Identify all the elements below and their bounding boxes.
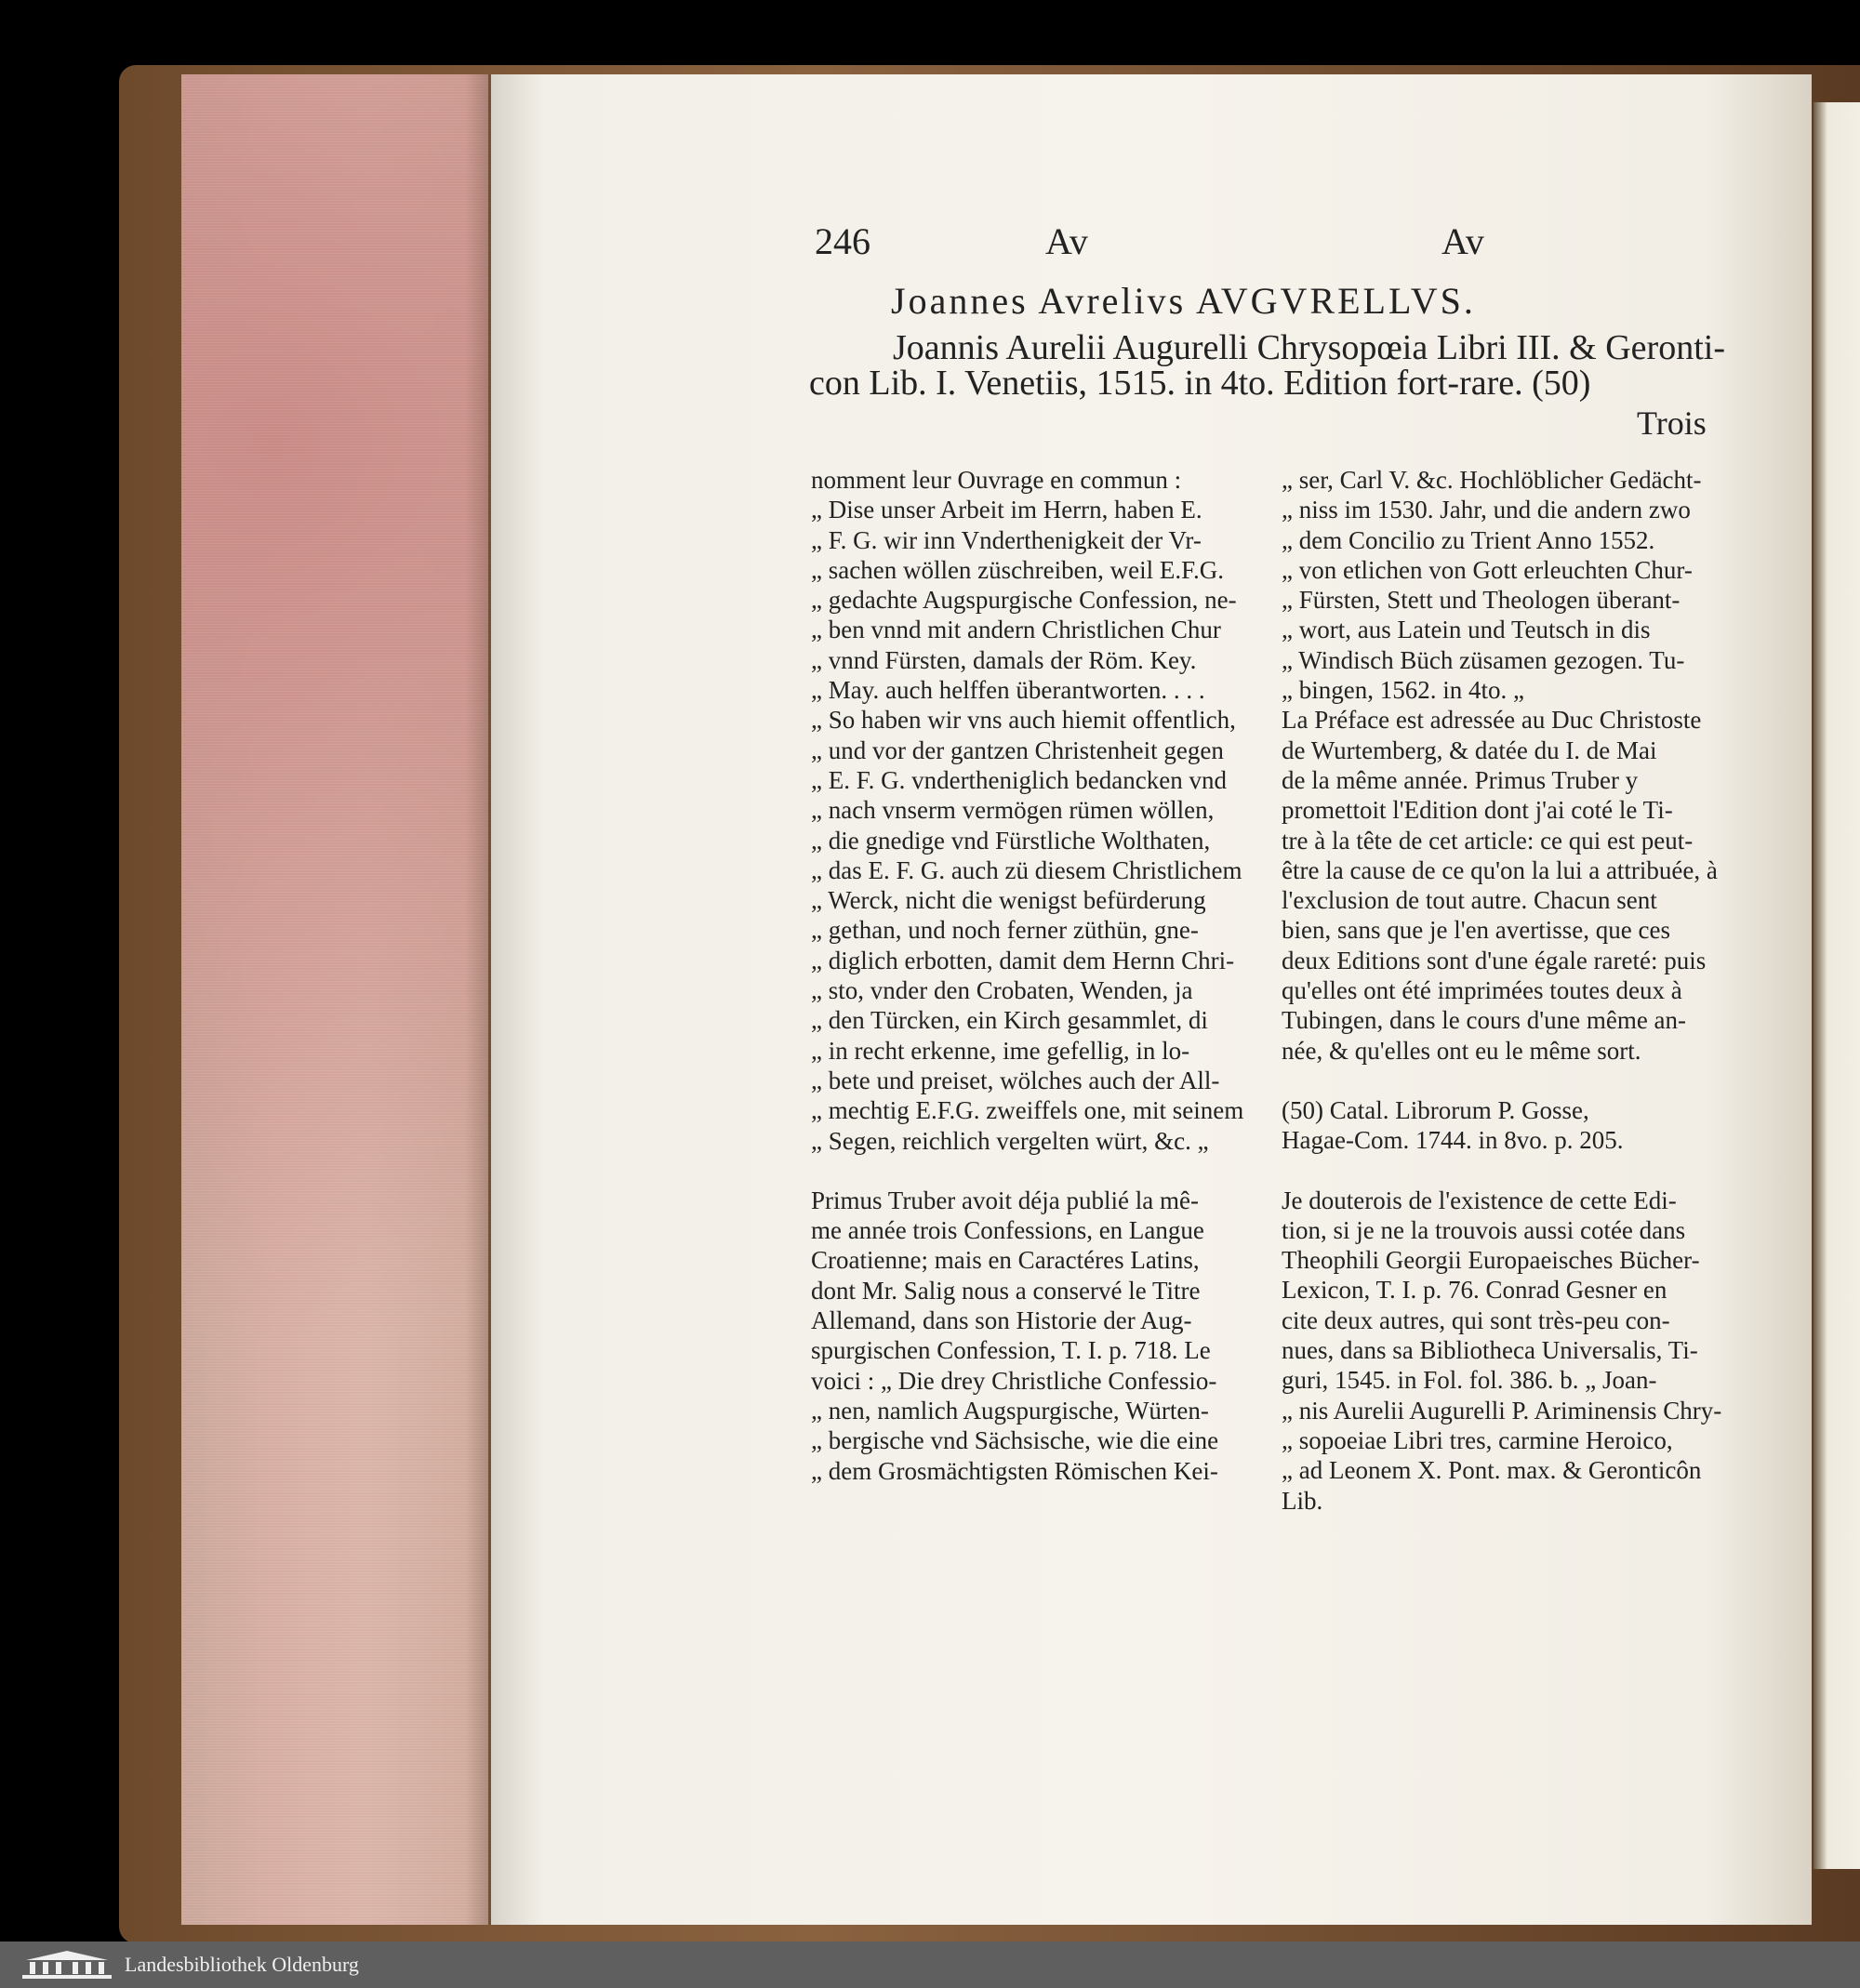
text-line: nues, dans sa Bibliotheca Universalis, Ti- <box>1282 1336 1698 1365</box>
text-line: „ Segen, reichlich vergelten würt, &c. „ <box>811 1126 1209 1155</box>
running-head-left: Av <box>1045 220 1088 262</box>
text-line: „ mechtig E.F.G. zweiffels one, mit seinem <box>811 1096 1244 1125</box>
text-line: „ dem Grosmächtigsten Römischen Kei- <box>811 1456 1218 1485</box>
text-line: „ sto, vnder den Crobaten, Wenden, ja <box>811 976 1193 1005</box>
text-line: nomment leur Ouvrage en commun : <box>811 466 1182 494</box>
text-line: „ dem Concilio zu Trient Anno 1552. <box>1282 525 1655 554</box>
text-line: promettoit l'Edition dont j'ai coté le Ti- <box>1282 796 1673 825</box>
text-line: spurgischen Confession, T. I. p. 718. Le <box>811 1336 1211 1365</box>
text-line <box>1282 1156 1719 1186</box>
library-name: Landesbibliothek Oldenburg <box>125 1953 359 1976</box>
text-line: „ gedachte Augspurgische Confession, ne- <box>811 586 1237 615</box>
text-line: „ Windisch Büch züsamen gezogen. Tu- <box>1282 645 1685 674</box>
text-line: Primus Truber avoit déja publié la mê- <box>811 1186 1199 1214</box>
text-line: „ nis Aurelii Augurelli P. Ariminensis Chry- <box>1282 1396 1722 1425</box>
text-line: née, & qu'elles ont eu le même sort. <box>1282 1036 1641 1065</box>
text-line: „ May. auch helffen überantworten. . . . <box>811 676 1205 705</box>
text-line: Theophili Georgii Europaeisches Bücher- <box>1282 1246 1700 1275</box>
text-line: Je douterois de l'existence de cette Edi- <box>1282 1186 1677 1214</box>
text-line: „ von etlichen von Gott erleuchten Chur- <box>1282 555 1693 584</box>
text-line: bien, sans que je l'en avertisse, que ces <box>1282 916 1670 945</box>
text-line: „ E. F. G. vndertheniglich bedancken vnd <box>811 765 1227 794</box>
facing-page-edge <box>1814 102 1860 1869</box>
text-line: „ F. G. wir inn Vnderthenigkeit der Vr- <box>811 525 1202 554</box>
text-line: Croatienne; mais en Caractéres Latins, <box>811 1246 1200 1275</box>
left-text-column <box>811 465 1248 1486</box>
text-line: „ niss im 1530. Jahr, und die andern zwo <box>1282 496 1691 524</box>
text-line: „ das E. F. G. auch zü diesem Christlichem <box>811 855 1242 884</box>
text-line: „ Fürsten, Stett und Theologen überant- <box>1282 586 1681 615</box>
text-line: „ ben vnnd mit andern Christlichen Chur <box>811 616 1221 644</box>
text-line: „ sachen wöllen züschreiben, weil E.F.G. <box>811 555 1224 584</box>
text-line: voici : „ Die drey Christliche Confessio- <box>811 1366 1217 1395</box>
text-line: Tubingen, dans le cours d'une même an- <box>1282 1006 1687 1035</box>
text-line: deux Editions sont d'une égale rareté: puis <box>1282 946 1707 974</box>
text-line: „ bete und preiset, wölches auch der All- <box>811 1066 1220 1094</box>
text-line: „ in recht erkenne, ime gefellig, in lo- <box>811 1036 1190 1065</box>
text-line: „ nach vnserm vermögen rümen wöllen, <box>811 796 1215 825</box>
text-line: „ ad Leonem X. Pont. max. & Geronticôn <box>1282 1456 1702 1485</box>
text-line: l'exclusion de tout autre. Chacun sent <box>1282 886 1657 915</box>
text-line: tion, si je ne la trouvois aussi cotée dans <box>1282 1215 1686 1244</box>
text-line: Lib. <box>1282 1486 1323 1515</box>
text-line: „ nen, namlich Augspurgische, Würten- <box>811 1396 1209 1425</box>
text-line: „ die gnedige vnd Fürstliche Wolthaten, <box>811 826 1211 855</box>
text-line: cite deux autres, qui sont très-peu con- <box>1282 1305 1670 1334</box>
text-line: „ vnnd Fürsten, damals der Röm. Key. <box>811 645 1197 674</box>
text-line: dont Mr. Salig nous a conservé le Titre <box>811 1276 1201 1305</box>
text-line: Lexicon, T. I. p. 76. Conrad Gesner en <box>1282 1276 1667 1305</box>
text-line <box>811 1156 1248 1186</box>
text-line: être la cause de ce qu'on la lui a attribuée, à <box>1282 855 1718 884</box>
gutter-shadow <box>465 74 493 1925</box>
text-line: „ So haben wir vns auch hiemit offentlich, <box>811 706 1236 735</box>
text-line: de Wurtemberg, & datée du I. de Mai <box>1282 736 1657 764</box>
text-line <box>1282 1066 1719 1095</box>
text-line: tre à la tête de cet article: ce qui est peut- <box>1282 826 1694 855</box>
text-line: (50) Catal. Librorum P. Gosse, <box>1282 1095 1589 1124</box>
text-line: Allemand, dans son Historie der Aug- <box>811 1306 1192 1335</box>
text-line: „ den Türcken, ein Kirch gesammlet, di <box>811 1006 1208 1035</box>
text-line: La Préface est adressée au Duc Christoste <box>1282 706 1702 735</box>
text-line: „ wort, aus Latein und Teutsch in dis <box>1282 616 1651 644</box>
text-line: qu'elles ont été imprimées toutes deux à <box>1282 976 1682 1005</box>
entry-title-line-1: Joannis Aurelii Augurelli Chrysopœia Libri III. & Geronti- <box>893 328 1725 367</box>
text-line: Hagae-Com. 1744. in 8vo. p. 205. <box>1282 1126 1624 1155</box>
text-line: „ und vor der gantzen Christenheit gegen <box>811 736 1224 764</box>
entry-heading: Joannes Avrelivs AVGVRELLVS. <box>891 280 1476 322</box>
text-line: „ ser, Carl V. &c. Hochlöblicher Gedächt- <box>1282 466 1702 494</box>
running-head-right: Av <box>1442 220 1484 262</box>
text-line: „ gethan, und noch ferner züthün, gne- <box>811 916 1199 945</box>
library-building-icon <box>20 1949 113 1981</box>
text-line: me année trois Confessions, en Langue <box>811 1216 1204 1245</box>
right-text-column <box>1282 465 1722 1516</box>
entry-title-line-2: con Lib. I. Venetiis, 1515. in 4to. Edition fort-rare. (50) <box>809 364 1591 403</box>
text-line: „ bergische vnd Sächsische, wie die eine <box>811 1426 1219 1455</box>
text-line: guri, 1545. in Fol. fol. 386. b. „ Joan- <box>1282 1366 1657 1395</box>
text-line: „ diglich erbotten, damit dem Hernn Chri- <box>811 946 1235 974</box>
text-line: „ Werck, nicht die wenigst befürderung <box>811 886 1206 915</box>
text-line: de la même année. Primus Truber y <box>1282 765 1639 794</box>
catchword: Trois <box>1637 404 1707 442</box>
page-edges-red-sprinkled <box>181 74 488 1925</box>
text-line: „ sopoeiae Libri tres, carmine Heroico, <box>1282 1425 1673 1454</box>
text-line: „ Dise unser Arbeit im Herrn, haben E. <box>811 496 1202 524</box>
footer-bar <box>0 1942 1860 1988</box>
page-number: 246 <box>815 220 870 262</box>
text-line: „ bingen, 1562. in 4to. „ <box>1282 676 1524 705</box>
